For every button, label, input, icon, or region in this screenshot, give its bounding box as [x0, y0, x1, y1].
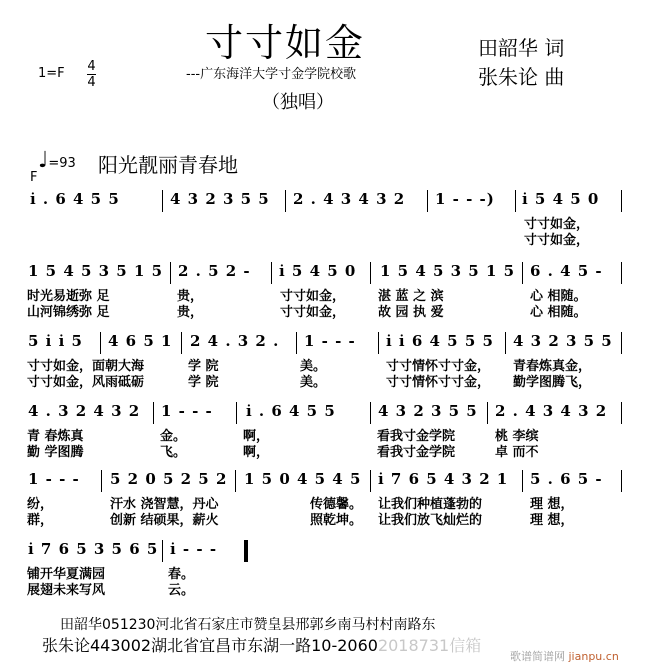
lyric-verse-2: 勤 学图腾 — [27, 445, 84, 460]
watermark-url: jianpu.cn — [568, 650, 619, 663]
measure: 4 3 2 3 5 5 — [513, 332, 613, 350]
barline — [153, 402, 154, 424]
barline — [370, 470, 371, 492]
lyric-verse-1: 青 春炼真 — [27, 429, 84, 444]
lyric-verse-2: 故 园 执 爱 — [378, 305, 444, 320]
lyric-verse-2: 贵， — [177, 305, 204, 320]
composer-address-faint: 2018731信箱 — [377, 636, 482, 655]
lyric-verse-2: 创新 结硕果，薪火 — [110, 513, 219, 528]
measure: 1 - - - — [304, 332, 356, 350]
key-signature: 1=F — [38, 66, 65, 81]
lyric-verse-1: 春。 — [168, 567, 195, 582]
lyric-verse-2: 寸寸情怀寸寸金， — [386, 375, 491, 390]
lyric-verse-2: 美。 — [300, 375, 327, 390]
lyric-verse-1: 让我们种植蓬勃的 — [378, 497, 483, 512]
barline — [271, 262, 272, 284]
barline — [522, 262, 523, 284]
lyric-verse-2: 飞。 — [160, 445, 187, 460]
measure: i̇ 5 4 5 0 — [522, 190, 600, 208]
song-subtitle: ---广东海洋大学寸金学院校歌 — [186, 67, 357, 82]
measure: i̇ - - - — [170, 540, 218, 558]
measure: 4 3 2 3 5 5 — [170, 190, 270, 208]
measure: 1 - - -) — [435, 190, 495, 208]
time-signature-bottom: 4 — [87, 75, 96, 90]
lyric-verse-2: 照乾坤。 — [310, 513, 363, 528]
barline — [515, 190, 516, 212]
time-signature — [87, 60, 96, 89]
barline — [100, 332, 101, 354]
measure: 1 - - - — [28, 470, 80, 488]
lyric-verse-1: 时光易逝弥 足 — [27, 289, 110, 304]
lyric-verse-1: 寸寸情怀寸寸金， — [386, 359, 491, 374]
lyric-verse-2: 展翅未来写风 — [27, 583, 106, 598]
lyric-verse-2: 群， — [27, 513, 54, 528]
lyricist-address: 田韶华051230河北省石家庄市赞皇县邢郭乡南马村村南路东 — [60, 617, 436, 633]
watermark — [510, 648, 619, 664]
barline — [621, 262, 622, 284]
measure: 4 3 2 3 5 5 — [378, 402, 478, 420]
lyric-verse-2: 山河锦绣弥 足 — [27, 305, 110, 320]
measure: 2 4 . 3 2 . — [190, 332, 280, 350]
tempo-mark — [38, 148, 76, 173]
lyric-verse-1: 理 想， — [530, 497, 574, 512]
expression-mark: 阳光靓丽青春地 — [98, 153, 238, 177]
credits — [478, 34, 564, 92]
barline — [296, 332, 297, 354]
lyric-verse-1: 寸寸如金，面朝大海 — [27, 359, 145, 374]
composer-address — [42, 633, 481, 656]
lyric-verse-1: 看我寸金学院 — [377, 429, 456, 444]
barline — [621, 470, 622, 492]
barline — [621, 190, 622, 212]
barline — [621, 332, 622, 354]
measure: 1 5 4 5 3 5 1 5 — [380, 262, 516, 280]
time-signature-top: 4 — [87, 59, 96, 74]
lyricist-credit: 田韶华 词 — [478, 36, 565, 60]
measure: 1 5 4 5 3 5 1 5 — [28, 262, 164, 280]
measure: 2 . 5 2 - — [178, 262, 251, 280]
final-barline — [244, 540, 248, 562]
measure: 6 . 4 5 - — [530, 262, 603, 280]
lyric-verse-1: 桃 李缤 — [495, 429, 539, 444]
measure: 2 . 4 3 4 3 2 — [293, 190, 406, 208]
measure: 1 5 0 4 5 4 5 — [244, 470, 362, 488]
lyric-verse-1: 啊， — [243, 429, 270, 444]
lyric-verse-1: 心 相随。 — [530, 289, 587, 304]
barline — [427, 190, 428, 212]
measure: 4 6 5 1 — [108, 332, 173, 350]
lyric-verse-2: 让我们放飞灿烂的 — [378, 513, 483, 528]
barline — [621, 402, 622, 424]
lyric-verse-2: 云。 — [168, 583, 195, 598]
barline — [181, 332, 182, 354]
lyric-verse-1: 美。 — [300, 359, 327, 374]
measure: 5 i̇ i̇ 5 — [28, 332, 83, 350]
measure: 4 . 3 2 4 3 2 — [28, 402, 141, 420]
lyric-verse-1: 纷， — [27, 497, 54, 512]
barline — [487, 402, 488, 424]
lyric-verse-1: 传德馨。 — [310, 497, 363, 512]
lyric-verse-2: 勤学图腾飞， — [513, 375, 592, 390]
key-letter: F — [30, 170, 38, 185]
measure: i̇ 5 4 5 0 — [279, 262, 357, 280]
measure: i̇ i̇ 6 4 5 5 5 — [386, 332, 494, 350]
measure: 5 . 6 5 - — [530, 470, 603, 488]
measure: i̇ 7 6 5 3 5 6 5 — [28, 540, 159, 558]
composer-address-main: 张朱论443002湖北省宜昌市东湖一路10-2060 — [42, 636, 378, 655]
barline — [170, 262, 171, 284]
lyric-verse-1: 湛 蓝 之 滨 — [378, 289, 444, 304]
lyric-verse-2: 卓 而不 — [495, 445, 539, 460]
measure: i̇ . 6 4 5 5 — [30, 190, 120, 208]
lyric-verse-1: 青春炼真金， — [513, 359, 592, 374]
lyric-verse-2: 寸寸如金， — [524, 233, 590, 248]
lyric-verse-2: 心 相随。 — [530, 305, 587, 320]
lyric-verse-2: 寸寸如金， — [280, 305, 346, 320]
tempo-value: =93 — [48, 156, 76, 171]
lyric-verse-1: 寸寸如金， — [524, 217, 590, 232]
lyric-verse-1: 金。 — [160, 429, 187, 444]
measure: 1 - - - — [161, 402, 213, 420]
barline — [285, 190, 286, 212]
barline — [162, 190, 163, 212]
lyric-verse-2: 理 想， — [530, 513, 574, 528]
barline — [370, 262, 371, 284]
measure: i̇ . 6 4 5 5 — [246, 402, 336, 420]
song-title: 寸寸如金 — [205, 21, 366, 65]
measure: i̇ 7 6 5 4 3 2 1 — [378, 470, 509, 488]
barline — [101, 470, 102, 492]
lyric-verse-1: 寸寸如金， — [280, 289, 346, 304]
barline — [378, 332, 379, 354]
barline — [162, 540, 163, 562]
composer-credit: 张朱论 曲 — [478, 65, 565, 89]
lyric-verse-1: 学 院 — [188, 359, 219, 374]
lyric-verse-2: 看我寸金学院 — [377, 445, 456, 460]
performance-type: （独唱） — [262, 92, 334, 113]
measure: 2 . 4 3 4 3 2 — [495, 402, 608, 420]
barline — [236, 402, 237, 424]
barline — [370, 402, 371, 424]
watermark-text: 歌谱简谱网 — [510, 650, 565, 663]
quarter-note-icon: ♩ — [38, 148, 49, 173]
measure: 5 2 0 5 2 5 2 — [110, 470, 228, 488]
barline — [235, 470, 236, 492]
lyric-verse-2: 啊， — [243, 445, 270, 460]
barline — [522, 470, 523, 492]
lyric-verse-2: 寸寸如金，风雨砥砺 — [27, 375, 145, 390]
lyric-verse-1: 贵， — [177, 289, 204, 304]
lyric-verse-1: 汗水 浇智慧，丹心 — [110, 497, 219, 512]
lyric-verse-1: 铺开华夏满园 — [27, 567, 106, 582]
lyric-verse-2: 学 院 — [188, 375, 219, 390]
barline — [505, 332, 506, 354]
